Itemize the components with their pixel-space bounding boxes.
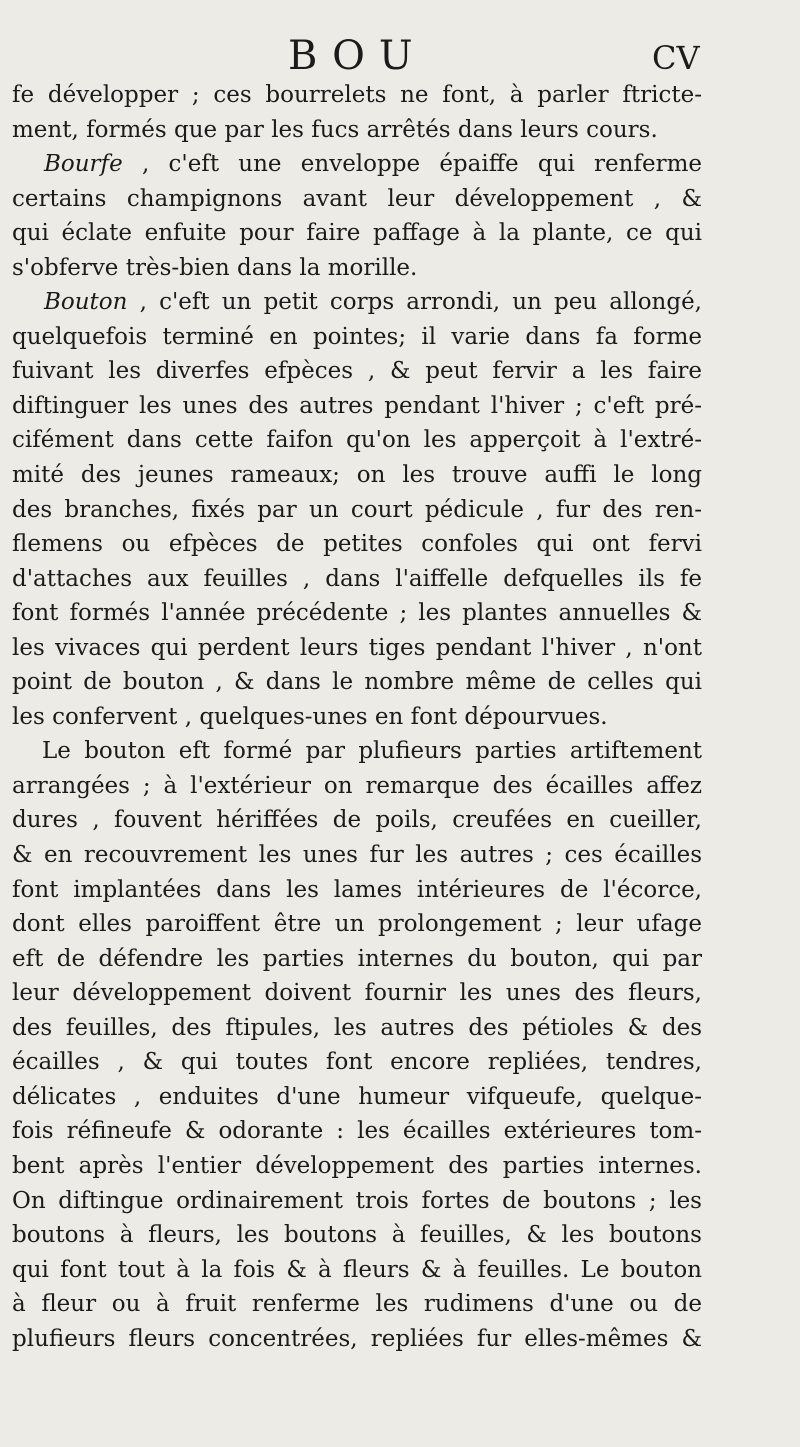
text-line: des branches, fixés par un court pédicule , fur des ren-	[12, 496, 702, 523]
text-line	[12, 285, 702, 320]
line-text: , c'eft une enveloppe épaiffe qui renferme	[141, 151, 703, 178]
text-line: quelquefois terminé en pointes; il varie dans fa forme	[12, 323, 702, 350]
body-text	[12, 78, 702, 1356]
text-line: dont elles paroiffent être un prolongement ; leur ufage	[12, 911, 702, 938]
text-line: flemens ou efpèces de petites confoles qui ont fervi	[12, 531, 702, 558]
text-line: des feuilles, des ftipules, les autres des pétioles & des	[12, 1014, 702, 1041]
entry-term: Bouton	[44, 289, 128, 316]
text-line: qui éclate enfuite pour faire paffage à la plante, ce qui	[12, 220, 702, 247]
text-line: fuivant les diverfes efpèces , & peut fervir a les faire	[12, 358, 702, 385]
text-line: à fleur ou à fruit renferme les rudimens d'une ou de	[12, 1291, 702, 1318]
text-line: dures , fouvent hériffées de poils, creufées en cueiller,	[12, 807, 702, 834]
text-line: d'attaches aux feuilles , dans l'aiffelle defquelles ils fe	[12, 565, 702, 592]
text-line: On diftingue ordinairement trois fortes de boutons ; les	[12, 1187, 702, 1214]
page-header	[0, 34, 800, 78]
text-line: plufieurs fleurs concentrées, repliées fur elles-mêmes &	[12, 1325, 702, 1352]
text-line: eft de défendre les parties internes du bouton, qui par	[12, 945, 702, 972]
text-line: point de bouton , & dans le nombre même de celles qui	[12, 669, 702, 696]
paragraph	[12, 147, 702, 285]
text-line: bent après l'entier développement des parties internes.	[12, 1152, 702, 1179]
text-line: arrangées ; à l'extérieur on remarque des écailles affez	[12, 772, 702, 799]
paragraph	[12, 78, 702, 147]
text-line: & en recouvrement les unes fur les autres ; ces écailles	[12, 842, 702, 869]
text-line: écailles , & qui toutes font encore repliées, tendres,	[12, 1049, 702, 1076]
page-number: CV	[652, 39, 700, 77]
text-line: délicates , enduites d'une humeur vifqueufe, quelque-	[12, 1083, 702, 1110]
line-text: , c'eft un petit corps arrondi, un peu allongé,	[139, 289, 702, 316]
entry-term: Bourfe	[44, 151, 123, 178]
text-line: font formés l'année précédente ; les plantes annuelles &	[12, 600, 702, 627]
text-line: qui font tout à la fois & à fleurs & à feuilles. Le bouton	[12, 1256, 702, 1283]
text-line: diftinguer les unes des autres pendant l'hiver ; c'eft pré-	[12, 392, 702, 419]
text-line: fois réfineufe & odorante : les écailles extérieures tom-	[12, 1118, 702, 1145]
paragraph	[12, 734, 702, 1356]
paragraph	[12, 285, 702, 734]
text-line: font implantées dans les lames intérieures de l'écorce,	[12, 876, 702, 903]
text-line: fe développer ; ces bourrelets ne font, à parler ftricte-	[12, 82, 702, 108]
text-line: cifément dans cette faifon qu'on les apperçoit à l'extré-	[12, 427, 702, 454]
text-line: s'obferve très-bien dans la morille.	[12, 254, 418, 281]
text-line: les confervent , quelques-unes en font dépourvues.	[12, 703, 608, 730]
text-line: les vivaces qui perdent leurs tiges pendant l'hiver , n'ont	[12, 634, 702, 661]
text-line: mité des jeunes rameaux; on les trouve auffi le long	[12, 462, 702, 489]
running-title: BOU	[288, 33, 427, 79]
text-line: ment, formés que par les fucs arrêtés dans leurs cours.	[12, 116, 658, 143]
text-line	[12, 147, 702, 182]
text-line: Le bouton eft formé par plufieurs parties artiftement	[42, 738, 702, 765]
text-line: certains champignons avant leur développement , &	[12, 185, 702, 212]
text-line: boutons à fleurs, les boutons à feuilles, & les boutons	[12, 1222, 702, 1249]
text-line: leur développement doivent fournir les unes des fleurs,	[12, 980, 702, 1007]
